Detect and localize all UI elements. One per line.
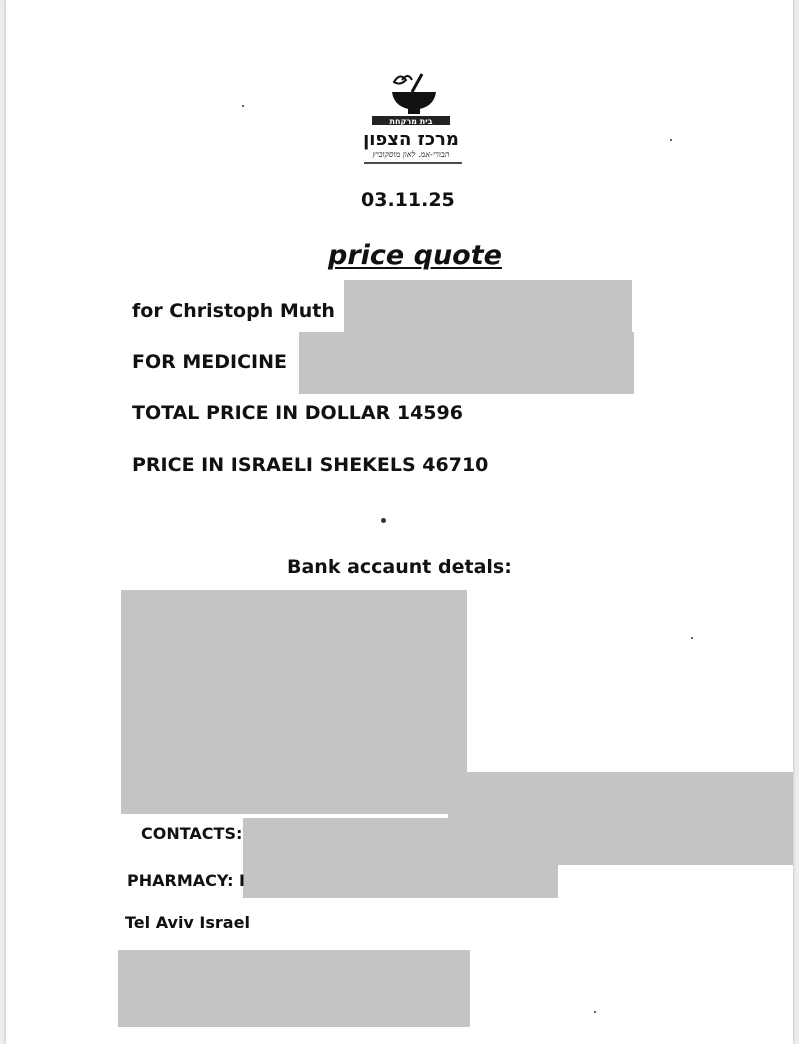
logo-text-top: בית מרקחת (389, 117, 433, 126)
speck (594, 1011, 596, 1013)
logo-text-sub: תבורי-אמ. לאון מוסקוביץ (372, 150, 450, 159)
medicine-line: FOR MEDICINE (132, 351, 287, 373)
document-date: 03.11.25 (361, 189, 455, 211)
speck (242, 105, 244, 107)
logo-text-main: מרכז הצפון (363, 129, 459, 150)
redacted-medicine-info (299, 332, 634, 394)
total-dollar-line: TOTAL PRICE IN DOLLAR 14596 (132, 402, 463, 424)
bank-heading: Bank accaunt detals: (287, 556, 512, 578)
patient-line: for Christoph Muth (132, 300, 335, 322)
redacted-contacts (243, 818, 558, 898)
bullet-dot (381, 518, 386, 523)
total-shekel-line: PRICE IN ISRAELI SHEKELS 46710 (132, 454, 489, 476)
location-text: Tel Aviv Israel (125, 913, 250, 932)
document-title: price quote (328, 240, 502, 271)
redacted-patient-info (344, 280, 632, 334)
speck (670, 139, 672, 141)
pharmacy-label: PHARMACY: I (127, 871, 245, 890)
redacted-footer-info (118, 950, 470, 1027)
mortar-pestle-logo-icon (358, 70, 464, 166)
redacted-bank-details (121, 590, 467, 814)
speck (691, 637, 693, 639)
document-page (6, 0, 793, 1044)
contacts-label: CONTACTS: (141, 824, 243, 843)
pharmacy-logo (358, 70, 464, 166)
